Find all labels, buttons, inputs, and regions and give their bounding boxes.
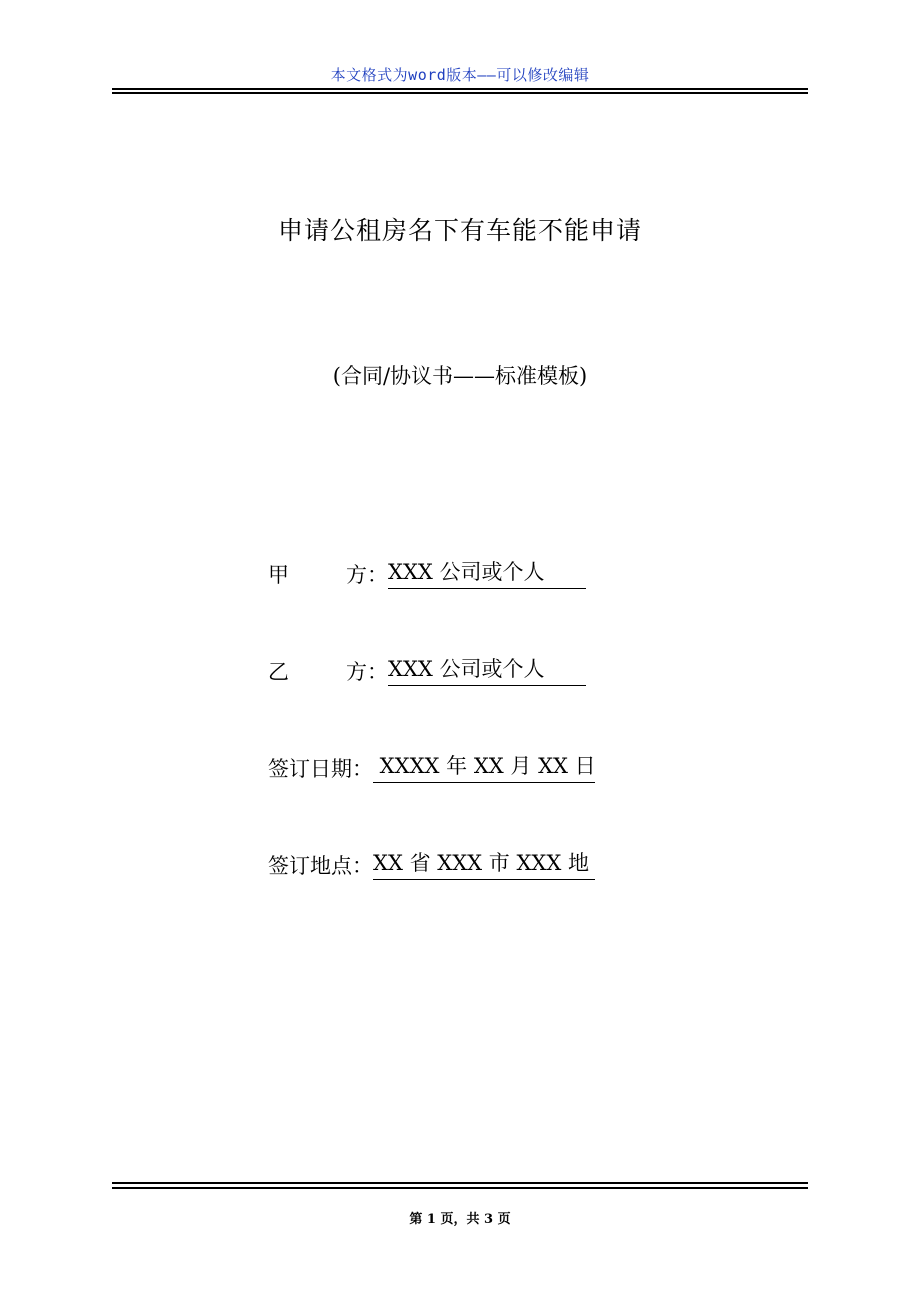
- header-note: 本文格式为word版本——可以修改编辑: [330, 66, 590, 84]
- sign-date-label: 签订日期：: [268, 757, 373, 781]
- sign-place-value[interactable]: XX 省 XXX 市 XXX 地: [373, 847, 595, 880]
- document-subtitle: (合同/协议书——标准模板): [332, 364, 588, 388]
- party-b-row: [268, 653, 586, 686]
- header-rule: [112, 88, 808, 94]
- party-a-row: [268, 556, 586, 589]
- party-a-label: [268, 559, 388, 589]
- party-a-value[interactable]: XXX 公司或个人: [388, 556, 586, 589]
- footer-rule: [112, 1182, 808, 1189]
- document-title: 申请公租房名下有车能不能申请: [277, 216, 642, 245]
- party-a-label-char1: 甲: [268, 563, 289, 587]
- page-number: 第 1 页，共 3 页: [409, 1212, 511, 1227]
- party-a-label-char2: 方：: [346, 563, 388, 587]
- party-b-label-char1: 乙: [268, 660, 289, 684]
- sign-place-row: [268, 847, 595, 880]
- sign-date-row: [268, 750, 603, 783]
- sign-date-value[interactable]: XXXX 年 XX 月 XX 日: [373, 750, 595, 783]
- party-b-label-char2: 方：: [346, 660, 388, 684]
- party-b-value[interactable]: XXX 公司或个人: [388, 653, 586, 686]
- sign-place-label: 签订地点：: [268, 854, 373, 878]
- party-b-label: [268, 656, 388, 686]
